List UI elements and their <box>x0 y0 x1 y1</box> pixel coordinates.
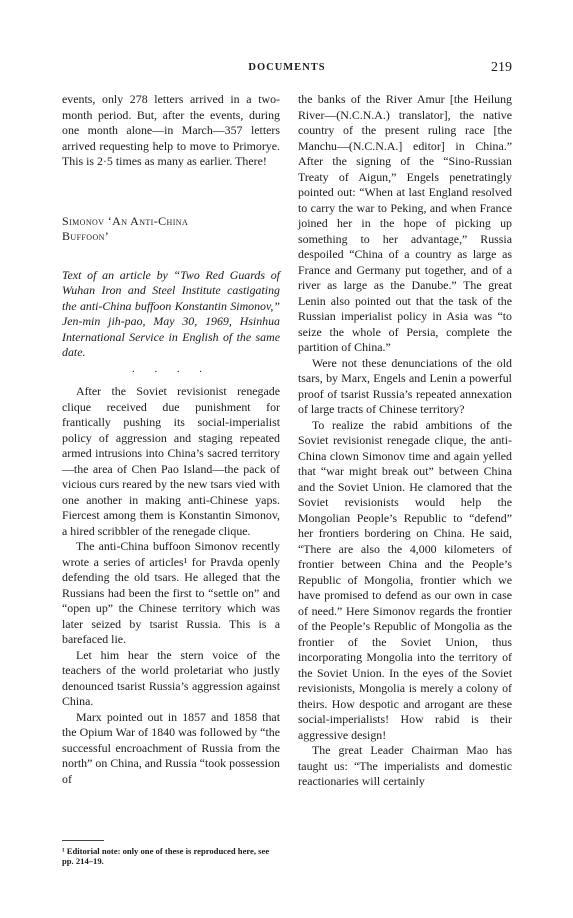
paragraph: After the Soviet revisionist renegade clique received due punishment for frantically pushing its social-imperialist policy of aggression and staging repeated armed intrusions into China’s sacred territory—the area of Chen Pao Island—the pack of vicious curs reared by the new tsars vied with one another in making anti-Chinese yaps. Fiercest among them is Konstantin Simonov, a hired scribbler of the renegade clique. <box>62 384 280 538</box>
intro-note: Text of an article by “Two Red Guards of Wuhan Iron and Steel Institute castigating the anti-China buffoon Konstantin Simonov,” Jen-min jih-pao, May 30, 1969, Hsinhua International Service in English of the same date. <box>62 267 280 359</box>
section-divider: · · · · <box>131 365 211 378</box>
right-column <box>298 92 512 790</box>
paragraph: The great Leader Chairman Mao has taught us: “The imperialists and domestic reactionaries will certainly <box>298 743 512 788</box>
section-title-line: Simonov ‘An Anti-China <box>62 213 189 228</box>
page-header <box>62 62 512 82</box>
paragraph: Marx pointed out in 1857 and 1858 that the Opium War of 1840 was followed by “the successful encroachment of Russia from the north” on China, and Russia “took possession of <box>62 709 280 786</box>
left-column <box>62 92 280 787</box>
paragraph: events, only 278 letters arrived in a two-month period. But, after the events, during one month alone—in March—357 letters arrived requesting help to move to Primorye. This is 2·5 times as many as earlier. There! <box>62 92 280 168</box>
running-head: DOCUMENTS <box>248 62 326 73</box>
paragraph: the banks of the River Amur [the Heilung River—(N.C.N.A.) translator], the native country of the present ruling race [the Manchu—(N.C.N.A.] editor] in China.” After the signing of the “Sino-Russian Treaty of Aigun,” Engels penetratingly pointed out: “When at last England resolved to carry the war to Peking, and when France joined her in the hope of picking up something to her advantage,” Russia despoiled “China of a country as large as France and Germany put together, and of a river as large as the Danube.” The great Lenin also pointed out that the task of the Russian imperialist policy in Asia was “to seize the whole of Persia, complete the partition of China.” <box>298 92 512 354</box>
section-title-line: Buffoon’ <box>62 228 110 243</box>
paragraph: To realize the rabid ambitions of the Soviet revisionist renegade clique, the anti-China clown Simonov time and again yelled that “war might break out” between China and the Soviet Union. He clamored that the Soviet revisionists would help the Mongolian People’s Republic to “defend” her frontiers bordering on China. He said, “There are also the 4,000 kilometers of frontier between China and the People’s Republic of Mongolia, frontier which we have promised to defend as our own in case of need.” Here Simonov regards the frontier of the People’s Republic of Mongolia as the frontier of the Soviet Union, thus incorporating Mongolia into the territory of the Soviet Union. In the eyes of the Soviet revisionists, Mongolia is merely a colony of theirs. How despotic and arrogant are these social-imperialists! How rabid is their aggressive design! <box>298 417 512 742</box>
section-title <box>62 214 280 244</box>
paragraph: Let him hear the stern voice of the teachers of the world proletariat who justly denounced tsarist Russia’s aggression against China. <box>62 647 280 708</box>
footnote-rule <box>62 840 104 841</box>
footnote: ¹ Editorial note: only one of these is reproduced here, see pp. 214–19. <box>62 846 270 866</box>
paragraph: The anti-China buffoon Simonov recently wrote a series of articles¹ for Pravda openly defending the old tsars. He alleged that the Russians had been the first to “settle on” and “open up” the Chinese territory which was later seized by tsarist Russia. This is a barefaced lie. <box>62 539 280 646</box>
paragraph: Were not these denunciations of the old tsars, by Marx, Engels and Lenin a powerful proof of tsarist Russia’s repeated annexation of large tracts of Chinese territory? <box>298 355 512 416</box>
page-number: 219 <box>491 60 512 75</box>
